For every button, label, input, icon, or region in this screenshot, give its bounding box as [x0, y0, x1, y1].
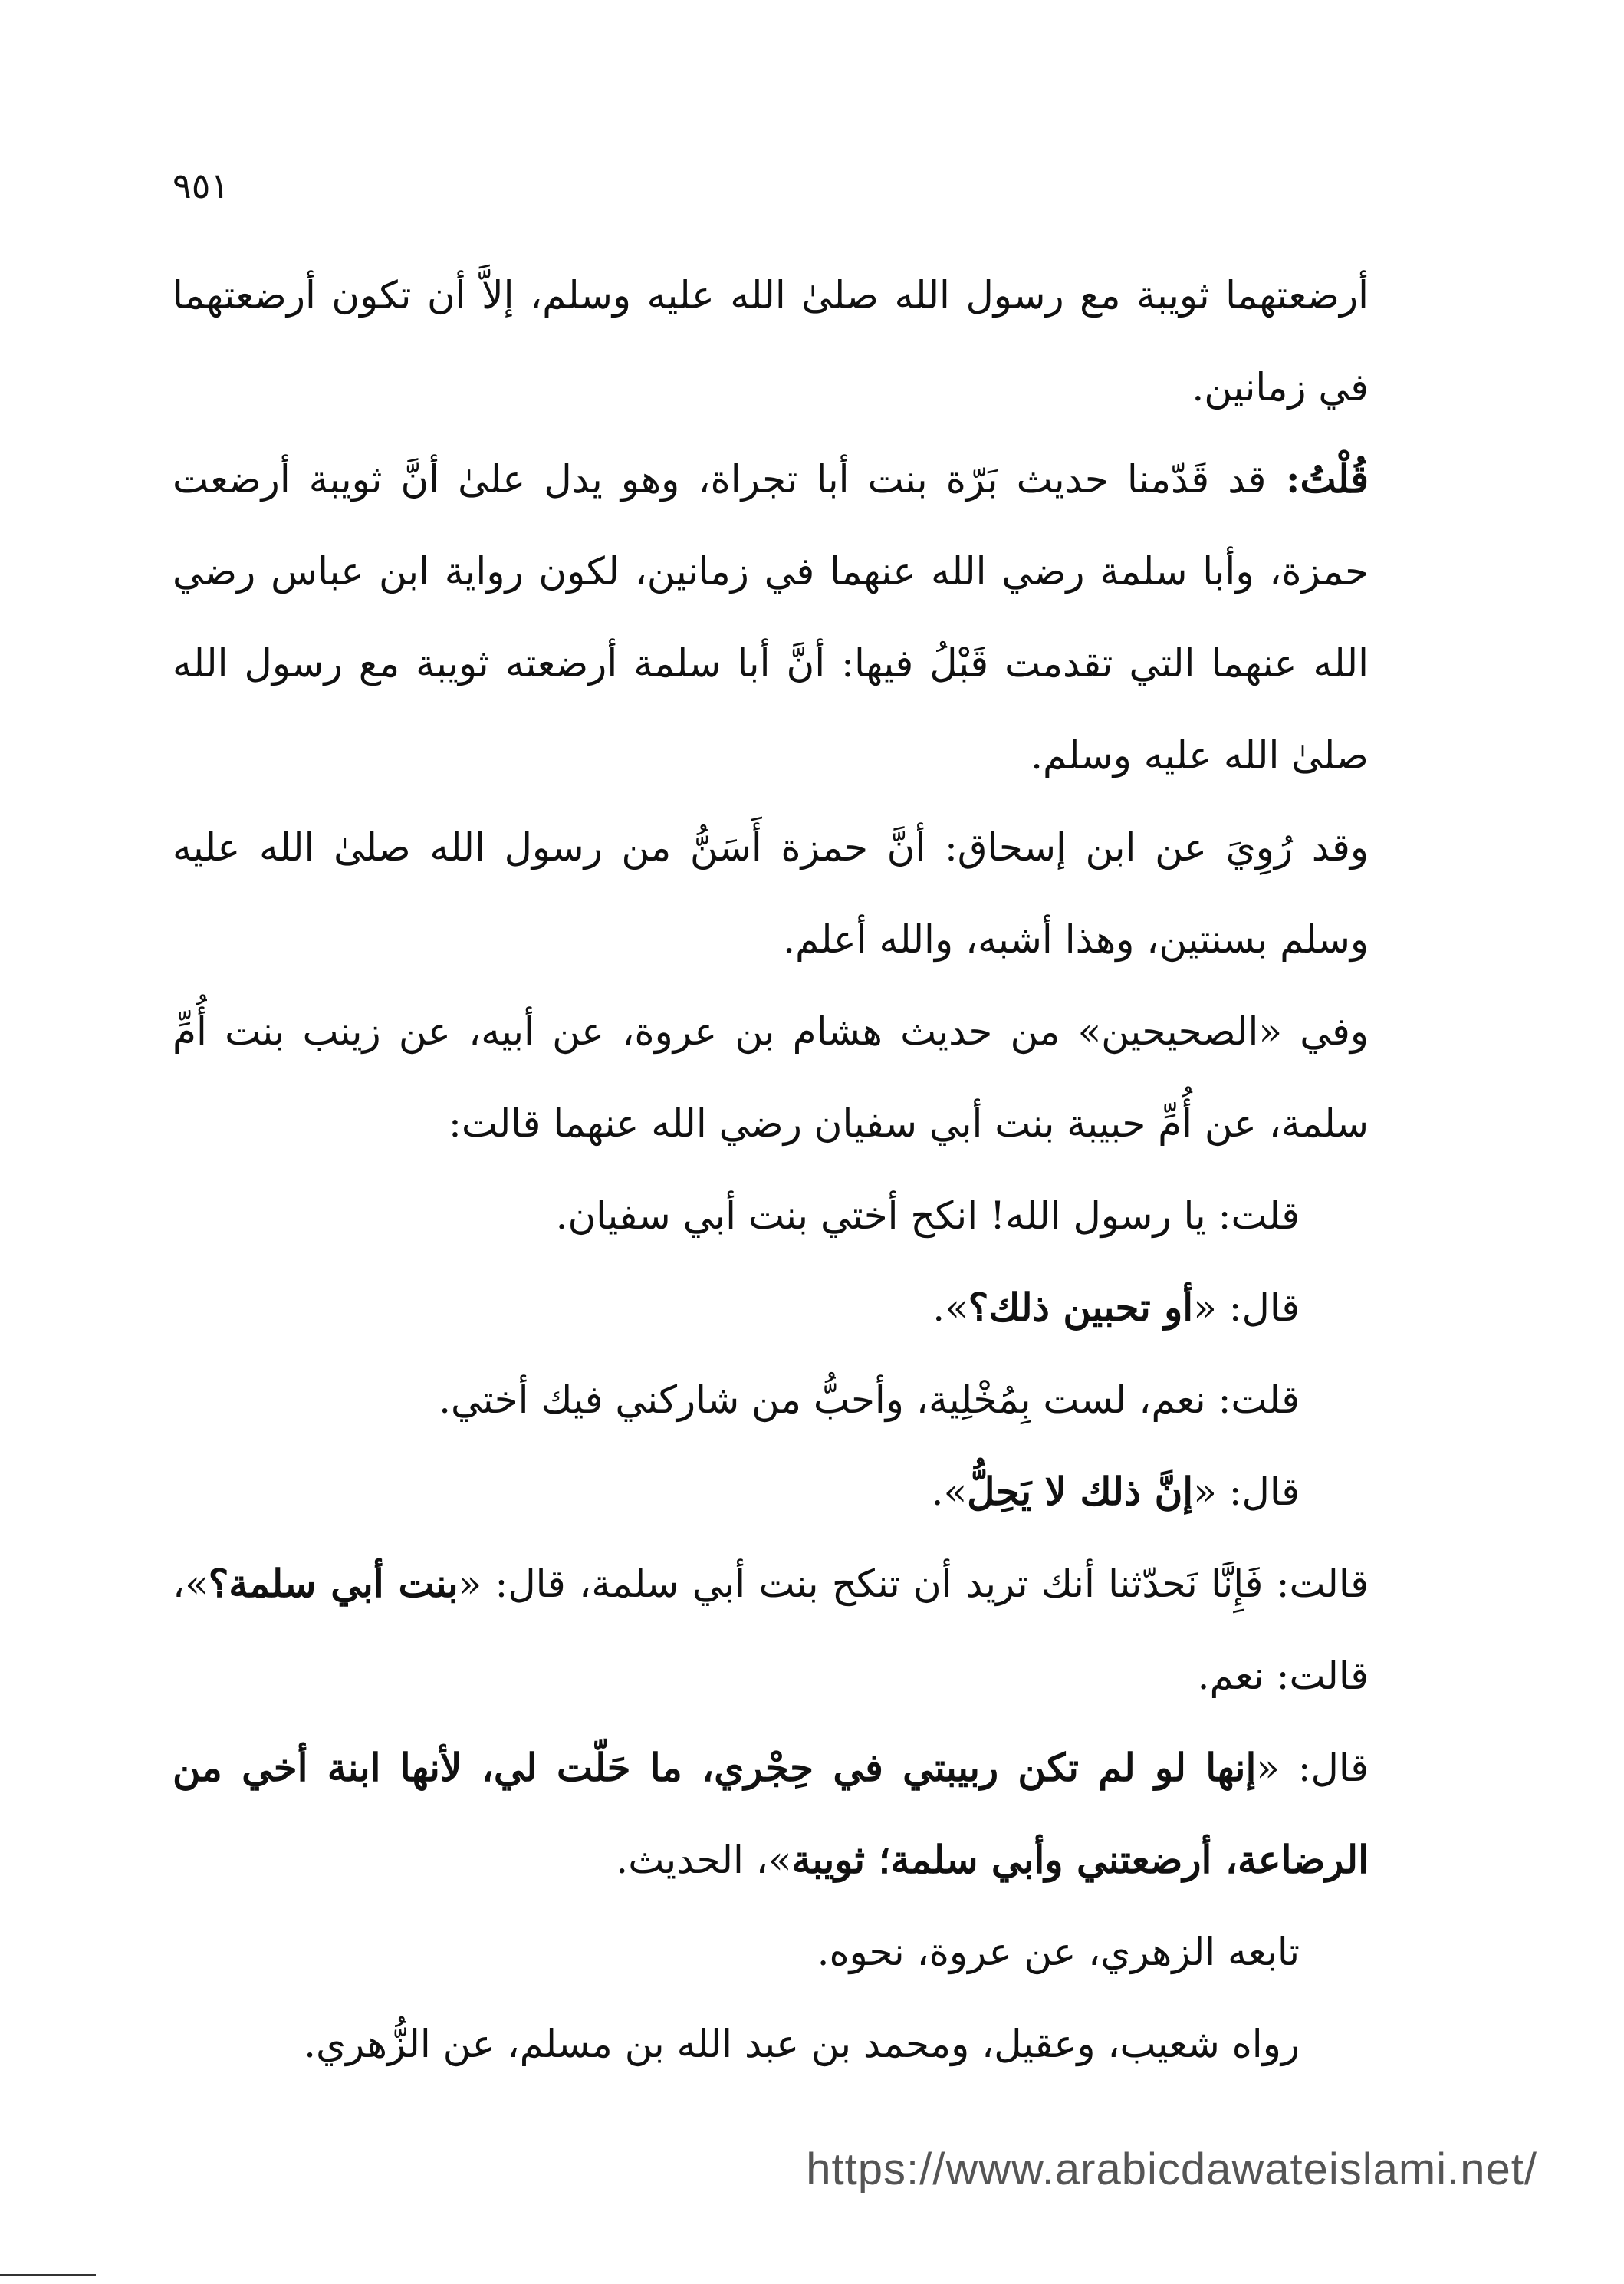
- paragraph: [173, 249, 1369, 433]
- paragraph: [173, 1262, 1369, 1354]
- bold-text-run: إنَّ ذلك لا يَحِلُّ: [967, 1469, 1194, 1514]
- text-run: وفي «الصحيحين» من حديث هشام بن عروة، عن أبيه، عن زينب بنت أُمِّ سلمة، عن أُمِّ حبيبة بنت أبي سفيان رضي الله عنهما قالت:: [173, 1009, 1369, 1146]
- paragraph: [173, 433, 1369, 801]
- paragraph: [173, 1538, 1369, 1722]
- text-run: قال: «: [1193, 1469, 1300, 1514]
- watermark-url: https://www.arabicdawateislami.net/: [806, 2144, 1537, 2194]
- paragraph: [173, 1906, 1369, 1998]
- text-run: أرضعتهما ثويبة مع رسول الله صلىٰ الله عليه وسلم، إلاَّ أن تكون أرضعتهما في زمانين.: [173, 273, 1369, 410]
- paragraph: [173, 1998, 1369, 2090]
- bottom-rule: [0, 2274, 96, 2276]
- text-run: »، الحديث.: [616, 1838, 792, 1882]
- paragraph: [173, 1354, 1369, 1446]
- text-run: قلت: يا رسول الله! انكح أختي بنت أبي سفيان.: [555, 1193, 1300, 1238]
- bold-text-run: بنت أبي سلمة؟: [208, 1561, 459, 1606]
- text-run: قلت: نعم، لست بِمُخْلِية، وأحبُّ من شاركني فيك أختي.: [439, 1377, 1300, 1422]
- paragraph: [173, 1170, 1369, 1262]
- text-run: قال: «: [1256, 1746, 1369, 1790]
- text-body: [173, 249, 1369, 2090]
- text-run: قالت: فَإِنَّا نَحدّثنا أنك تريد أن تنكح بنت أبي سلمة، قال: «: [458, 1562, 1369, 1606]
- bold-text-run: إنها لو لم تكن ربيبتي في حِجْري، ما حَلّت لي، لأنها ابنة أخي من الرضاعة، أرضعتني وأبي سلمة؛ ثويبة: [173, 1745, 1369, 1882]
- bold-text-run: أو تحبين ذلك؟: [968, 1285, 1194, 1330]
- text-run: »، قالت: نعم.: [173, 1562, 1369, 1698]
- bold-text-run: قُلْتُ:: [1266, 456, 1369, 502]
- text-run: رواه شعيب، وعقيل، ومحمد بن عبد الله بن مسلم، عن الزُّهري.: [304, 2022, 1300, 2066]
- text-run: قد قَدّمنا حديث بَرّة بنت أبا تجراة، وهو يدل علىٰ أنَّ ثويبة أرضعت حمزة، وأبا سلمة رضي الله عنهما في زمانين، لكون رواية ابن عباس رضي الله عنهما التي تقدمت قَبْلُ فيها: أنَّ أبا سلمة أرضعته ثويبة مع رسول الله صلىٰ الله عليه وسلم.: [173, 457, 1369, 778]
- text-run: ».: [931, 1469, 968, 1514]
- text-run: وقد رُوِيَ عن ابن إسحاق: أنَّ حمزة أَسَنُّ من رسول الله صلىٰ الله عليه وسلم بسنتين، وهذا أشبه، والله أعلم.: [173, 825, 1369, 962]
- text-run: قال: «: [1193, 1285, 1300, 1330]
- paragraph: [173, 801, 1369, 986]
- paragraph: [173, 1446, 1369, 1538]
- text-run: تابعه الزهري، عن عروة، نحوه.: [817, 1930, 1300, 1974]
- page-number: ٩٥١: [173, 165, 230, 206]
- text-run: ».: [932, 1285, 968, 1330]
- paragraph: [173, 986, 1369, 1170]
- paragraph: [173, 1722, 1369, 1906]
